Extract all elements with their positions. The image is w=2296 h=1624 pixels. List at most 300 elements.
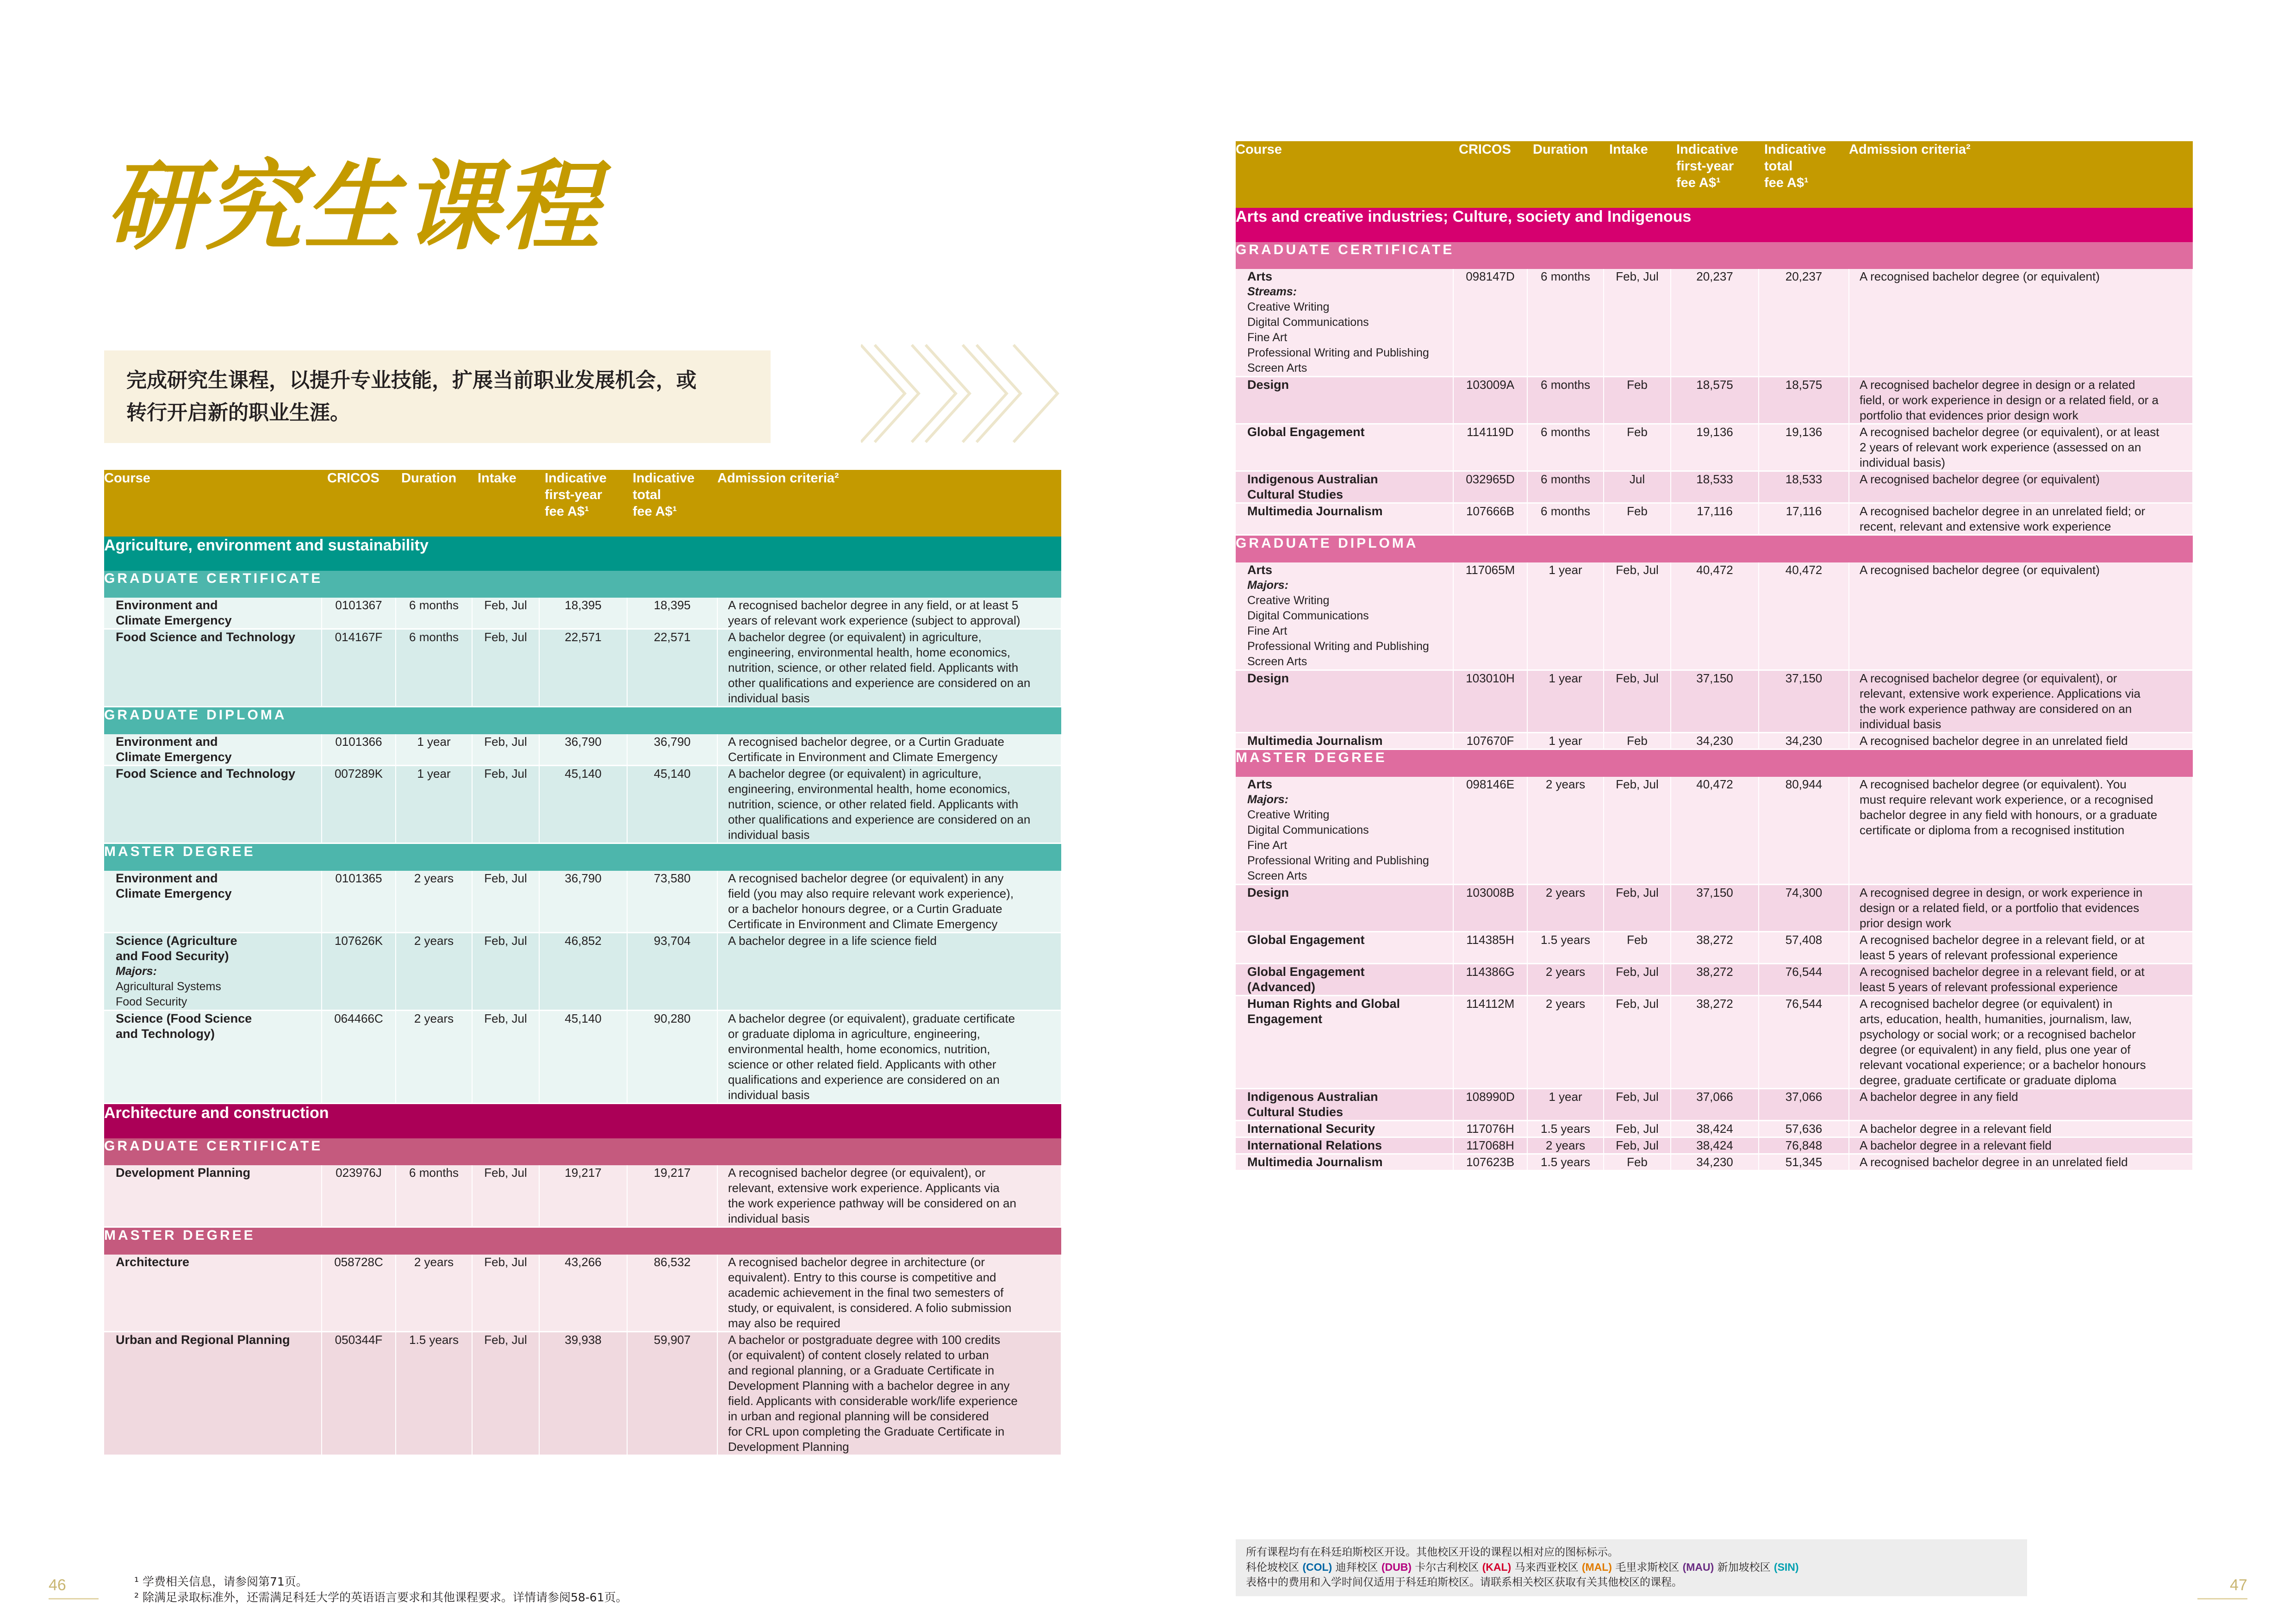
- duration: 1.5 years: [1527, 932, 1604, 964]
- admission-line: relevant vocational experience; or a bachelor honours: [1860, 1058, 2146, 1072]
- course-name: [1236, 424, 1453, 471]
- course-name-line: Food Science and Technology: [116, 630, 296, 644]
- admission-criteria: [717, 598, 1061, 629]
- admission-criteria: [717, 1165, 1061, 1227]
- course-name: [1236, 269, 1453, 377]
- course-name: [104, 598, 322, 629]
- course-name-line: Design: [1247, 671, 1289, 685]
- section-rasp: [104, 1104, 1061, 1455]
- intake: Feb, Jul: [472, 1332, 539, 1455]
- cricos-code: 0101365: [322, 871, 396, 933]
- first-year-fee: 34,230: [1671, 733, 1759, 750]
- header-total-fee: [1759, 141, 1849, 208]
- header-total-fee-line: Indicative: [633, 471, 695, 486]
- total-fee: 17,116: [1759, 503, 1849, 535]
- admission-line: individual basis: [728, 691, 810, 705]
- first-year-fee: 37,150: [1671, 670, 1759, 733]
- admission-line: relevant, extensive work experience. Applications via: [1860, 687, 2140, 700]
- header-intake: Intake: [472, 470, 539, 537]
- course-options-label: Streams:: [1247, 285, 1297, 298]
- course-options-label: Majors:: [1247, 579, 1288, 592]
- intake: Feb, Jul: [1604, 562, 1671, 670]
- admission-line: A recognised bachelor degree in a relevant field, or at: [1860, 933, 2145, 947]
- admission-line: A recognised bachelor degree, or a Curtin Graduate: [728, 735, 1004, 749]
- chevron-decoration-icon: [861, 340, 1064, 447]
- course-name: [1236, 996, 1453, 1089]
- intake: Feb, Jul: [1604, 964, 1671, 996]
- header-first-year-fee-line: fee A$¹: [1676, 175, 1721, 190]
- header-first-year-fee-line: Indicative: [545, 471, 607, 486]
- header-first-year-fee: [539, 470, 627, 537]
- first-year-fee: 18,575: [1671, 377, 1759, 424]
- admission-line: or a bachelor honours degree, or a Curtin Graduate: [728, 902, 1002, 916]
- course-name: [1236, 377, 1453, 424]
- first-year-fee: 37,066: [1671, 1089, 1759, 1121]
- admission-line: A recognised bachelor degree (or equivalent): [1860, 269, 2100, 283]
- admission-line: for CRL upon completing the Graduate Certificate in: [728, 1424, 1005, 1438]
- admission-criteria: [1849, 424, 2193, 471]
- footnote-2: ² 除满足录取标准外，还需满足科廷大学的英语语言要求和其他课程要求。详情请参阅58-61页。: [134, 1591, 628, 1604]
- header-total-fee-line: fee A$¹: [633, 504, 677, 519]
- admission-line: A bachelor degree in a relevant field: [1860, 1138, 2052, 1152]
- intake: Feb, Jul: [472, 766, 539, 843]
- total-fee: 76,544: [1759, 996, 1849, 1089]
- course-name-line: Global Engagement: [1247, 933, 1365, 947]
- admission-line: portfolio that evidences prior design work: [1860, 408, 2078, 422]
- course-name-line: Global Engagement: [1247, 965, 1365, 979]
- section-title: Architecture and construction: [104, 1104, 1061, 1139]
- intake: Feb, Jul: [1604, 269, 1671, 377]
- total-fee: 80,944: [1759, 777, 1849, 885]
- cricos-code: 108990D: [1453, 1089, 1527, 1121]
- course-name-line: Design: [1247, 886, 1289, 899]
- course-name-line: Climate Emergency: [116, 887, 232, 900]
- award-type: GRADUATE CERTIFICATE: [104, 1138, 1061, 1165]
- course-name-line: Multimedia Journalism: [1247, 1155, 1383, 1169]
- course-option: Food Security: [116, 995, 187, 1008]
- admission-criteria: [1849, 503, 2193, 535]
- course-name: [1236, 733, 1453, 750]
- course-row: [1236, 964, 2193, 996]
- total-fee: 74,300: [1759, 885, 1849, 932]
- duration: 2 years: [396, 1011, 472, 1104]
- total-fee: 18,533: [1759, 471, 1849, 503]
- intake: Feb, Jul: [1604, 996, 1671, 1089]
- course-name-line: Food Science and Technology: [116, 767, 296, 781]
- course-row: [1236, 1121, 2193, 1137]
- total-fee: 18,395: [627, 598, 717, 629]
- total-fee: 51,345: [1759, 1154, 1849, 1171]
- admission-line: Certificate in Environment and Climate Emergency: [728, 750, 998, 764]
- cricos-code: 117076H: [1453, 1121, 1527, 1137]
- course-name: [104, 871, 322, 933]
- first-year-fee: 46,852: [539, 933, 627, 1011]
- intake: Feb, Jul: [472, 1165, 539, 1227]
- course-options-label: Majors:: [1247, 793, 1288, 806]
- first-year-fee: 45,140: [539, 766, 627, 843]
- header-total-fee-line: total: [1764, 159, 1793, 174]
- admission-line: A recognised bachelor degree (or equivalent) in any: [728, 871, 1004, 885]
- course-name: [104, 734, 322, 766]
- course-name: [1236, 1154, 1453, 1171]
- admission-criteria: [1849, 269, 2193, 377]
- duration: 1.5 years: [396, 1332, 472, 1455]
- admission-line: field (you may also require relevant work experience),: [728, 887, 1014, 900]
- duration: 1.5 years: [1527, 1154, 1604, 1171]
- award-type: MASTER DEGREE: [104, 1227, 1061, 1255]
- intake: Feb, Jul: [1604, 1137, 1671, 1154]
- first-year-fee: 38,272: [1671, 996, 1759, 1089]
- first-year-fee: 38,272: [1671, 964, 1759, 996]
- course-row: [1236, 1089, 2193, 1121]
- duration: 2 years: [1527, 885, 1604, 932]
- first-year-fee: 19,136: [1671, 424, 1759, 471]
- admission-line: certificate or diploma from a recognised institution: [1860, 823, 2125, 837]
- admission-criteria: [1849, 562, 2193, 670]
- section-row: [1236, 208, 2193, 242]
- first-year-fee: 45,140: [539, 1011, 627, 1104]
- award-type: GRADUATE DIPLOMA: [104, 707, 1061, 735]
- duration: 2 years: [1527, 996, 1604, 1089]
- first-year-fee: 40,472: [1671, 562, 1759, 670]
- campus-name: 新加坡校区: [1717, 1562, 1771, 1574]
- first-year-fee: 18,395: [539, 598, 627, 629]
- intake: Feb: [1604, 377, 1671, 424]
- award-type: GRADUATE DIPLOMA: [1236, 535, 2193, 563]
- course-row: [104, 598, 1061, 629]
- total-fee: 90,280: [627, 1011, 717, 1104]
- course-name-line: Indigenous Australian: [1247, 1090, 1378, 1104]
- admission-line: field. Applicants with considerable work/life experience: [728, 1394, 1018, 1408]
- course-name: [104, 933, 322, 1011]
- header-first-year-fee-line: first-year: [545, 487, 603, 502]
- admission-line: A recognised bachelor degree (or equivalent), or at least: [1860, 425, 2159, 439]
- first-year-fee: 40,472: [1671, 777, 1759, 885]
- first-year-fee: 20,237: [1671, 269, 1759, 377]
- admission-criteria: [1849, 1137, 2193, 1154]
- first-year-fee: 18,533: [1671, 471, 1759, 503]
- first-year-fee: 38,424: [1671, 1121, 1759, 1137]
- cricos-code: 064466C: [322, 1011, 396, 1104]
- admission-line: A recognised bachelor degree (or equivalent). You: [1860, 777, 2127, 791]
- course-row: [104, 871, 1061, 933]
- cricos-code: 023976J: [322, 1165, 396, 1227]
- course-name: [1236, 471, 1453, 503]
- admission-line: science or other related field. Applicants with other: [728, 1057, 996, 1071]
- admission-line: recent, relevant and extensive work experience: [1860, 519, 2111, 533]
- duration: 2 years: [1527, 777, 1604, 885]
- cricos-code: 032965D: [1453, 471, 1527, 503]
- table-header: [1236, 141, 2193, 208]
- cricos-code: 117068H: [1453, 1137, 1527, 1154]
- duration: 2 years: [396, 933, 472, 1011]
- header-total-fee-line: fee A$¹: [1764, 175, 1809, 190]
- campus-note-line-1: 所有课程均有在科廷珀斯校区开设。其他校区开设的课程以相对应的图标标示。: [1246, 1546, 1618, 1558]
- header-course: Course: [104, 470, 322, 537]
- course-row: [1236, 424, 2193, 471]
- campus-note: [1236, 1539, 2027, 1596]
- course-row: [1236, 377, 2193, 424]
- admission-line: A recognised bachelor degree in design or a related: [1860, 378, 2135, 392]
- total-fee: 57,408: [1759, 932, 1849, 964]
- page-number-left: 46: [49, 1576, 66, 1594]
- course-name-line: and Technology): [116, 1027, 215, 1041]
- admission-criteria: [717, 933, 1061, 1011]
- admission-line: A bachelor degree (or equivalent) in agriculture,: [728, 630, 982, 644]
- admission-line: A recognised bachelor degree in an unrelated field: [1860, 1155, 2128, 1169]
- admission-line: A recognised bachelor degree in a relevant field, or at: [1860, 965, 2145, 979]
- course-name: [104, 1255, 322, 1332]
- cricos-code: 107623B: [1453, 1154, 1527, 1171]
- course-option: Creative Writing: [1247, 594, 1330, 607]
- course-name: [1236, 777, 1453, 885]
- intake: Feb, Jul: [1604, 1121, 1671, 1137]
- course-row: [1236, 777, 2193, 885]
- cricos-code: 107666B: [1453, 503, 1527, 535]
- admission-line: A recognised bachelor degree (or equivalent): [1860, 563, 2100, 577]
- total-fee: 45,140: [627, 766, 717, 843]
- award-type-row: [104, 707, 1061, 735]
- duration: 1 year: [396, 766, 472, 843]
- admission-line: degree, graduate certificate or graduate diploma: [1860, 1073, 2117, 1087]
- first-year-fee: 43,266: [539, 1255, 627, 1332]
- cricos-code: 014167F: [322, 629, 396, 707]
- admission-line: least 5 years of relevant professional experience: [1860, 948, 2118, 962]
- total-fee: 57,636: [1759, 1121, 1849, 1137]
- cricos-code: 103008B: [1453, 885, 1527, 932]
- course-option: Fine Art: [1247, 839, 1288, 852]
- admission-line: A recognised bachelor degree in an unrelated field; or: [1860, 504, 2146, 518]
- course-row: [104, 1332, 1061, 1455]
- total-fee: 34,230: [1759, 733, 1849, 750]
- admission-line: environmental health, home economics, nutrition,: [728, 1042, 990, 1056]
- intake: Feb: [1604, 503, 1671, 535]
- admission-criteria: [1849, 377, 2193, 424]
- total-fee: 86,532: [627, 1255, 717, 1332]
- campus-code: (DUB): [1381, 1561, 1412, 1573]
- admission-line: A bachelor degree in any field: [1860, 1090, 2018, 1104]
- total-fee: 37,066: [1759, 1089, 1849, 1121]
- header-intake: Intake: [1604, 141, 1671, 208]
- course-name: [104, 1011, 322, 1104]
- admission-line: field, or work experience in design or a related field, or a: [1860, 393, 2159, 407]
- course-name-line: Design: [1247, 378, 1289, 392]
- award-type: GRADUATE CERTIFICATE: [1236, 242, 2193, 269]
- admission-line: Development Planning: [728, 1440, 849, 1454]
- cricos-code: 117065M: [1453, 562, 1527, 670]
- admission-line: relevant, extensive work experience. Applicants via: [728, 1181, 1000, 1195]
- total-fee: 59,907: [627, 1332, 717, 1455]
- page-rule-right: [2197, 1598, 2247, 1599]
- duration: 6 months: [1527, 377, 1604, 424]
- admission-line: prior design work: [1860, 916, 1951, 930]
- section-row: [104, 1104, 1061, 1139]
- intake: Feb: [1604, 424, 1671, 471]
- admission-criteria: [717, 1255, 1061, 1332]
- intake: Feb: [1604, 932, 1671, 964]
- admission-criteria: [1849, 1089, 2193, 1121]
- course-row: [1236, 885, 2193, 932]
- award-type: MASTER DEGREE: [1236, 750, 2193, 777]
- cricos-code: 114119D: [1453, 424, 1527, 471]
- cricos-code: 050344F: [322, 1332, 396, 1455]
- duration: 6 months: [396, 1165, 472, 1227]
- duration: 6 months: [1527, 471, 1604, 503]
- admission-line: A bachelor degree in a relevant field: [1860, 1122, 2052, 1136]
- intake: Feb, Jul: [472, 871, 539, 933]
- course-row: [104, 734, 1061, 766]
- first-year-fee: 19,217: [539, 1165, 627, 1227]
- course-name: [1236, 1089, 1453, 1121]
- course-options-label: Majors:: [116, 965, 157, 978]
- intake: Feb, Jul: [1604, 1089, 1671, 1121]
- admission-line: equivalent). Entry to this course is competitive and: [728, 1270, 996, 1284]
- intake: Feb: [1604, 733, 1671, 750]
- intake: Feb, Jul: [472, 598, 539, 629]
- course-name-line: Environment and: [116, 735, 218, 749]
- admission-line: qualifications and experience are considered on an: [728, 1073, 1000, 1087]
- award-type-row: [104, 571, 1061, 598]
- campus-note-line-3: 表格中的费用和入学时间仅适用于科廷珀斯校区。请联系相关校区获取有关其他校区的课程。: [1246, 1576, 1682, 1588]
- total-fee: 18,575: [1759, 377, 1849, 424]
- admission-line: and regional planning, or a Graduate Certificate in: [728, 1363, 995, 1377]
- total-fee: 37,150: [1759, 670, 1849, 733]
- cricos-code: 058728C: [322, 1255, 396, 1332]
- admission-line: arts, education, health, humanities, journalism, law,: [1860, 1012, 2132, 1026]
- award-type-row: [104, 1138, 1061, 1165]
- award-type-row: [1236, 535, 2193, 563]
- admission-line: engineering, environmental health, home economics,: [728, 645, 1010, 659]
- course-name-line: Urban and Regional Planning: [116, 1333, 290, 1347]
- course-name-line: Science (Agriculture: [116, 934, 237, 948]
- header-cricos: CRICOS: [1453, 141, 1527, 208]
- course-name: [1236, 885, 1453, 932]
- header-duration: Duration: [1527, 141, 1604, 208]
- section-title: Agriculture, environment and sustainability: [104, 537, 1061, 571]
- header-total-fee-line: Indicative: [1764, 142, 1826, 157]
- course-row: [1236, 1154, 2193, 1171]
- cricos-code: 114386G: [1453, 964, 1527, 996]
- cricos-code: 0101366: [322, 734, 396, 766]
- course-row: [1236, 269, 2193, 377]
- footnote-1: ¹ 学费相关信息，请参阅第71页。: [134, 1575, 308, 1588]
- admission-line: the work experience pathway are considered on an: [1860, 702, 2132, 716]
- admission-criteria: [717, 871, 1061, 933]
- course-name-line: Engagement: [1247, 1012, 1323, 1026]
- admission-criteria: [1849, 1154, 2193, 1171]
- course-name-line: Arts: [1247, 777, 1273, 791]
- course-name-line: Science (Food Science: [116, 1012, 252, 1025]
- duration: 1 year: [1527, 1089, 1604, 1121]
- total-fee: 73,580: [627, 871, 717, 933]
- course-name: [104, 1165, 322, 1227]
- header-first-year-fee-line: first-year: [1676, 159, 1734, 174]
- admission-line: Development Planning with a bachelor degree in any: [728, 1379, 1010, 1393]
- campus-legend: [1246, 1560, 2017, 1575]
- course-option: Creative Writing: [1247, 808, 1330, 821]
- intro-line-2: 转行开启新的职业生涯。: [126, 401, 350, 425]
- course-row: [104, 629, 1061, 707]
- course-name-line: Climate Emergency: [116, 750, 232, 764]
- course-name: [1236, 670, 1453, 733]
- first-year-fee: 34,230: [1671, 1154, 1759, 1171]
- duration: 6 months: [1527, 269, 1604, 377]
- course-name: [1236, 964, 1453, 996]
- course-name-line: International Security: [1247, 1122, 1375, 1136]
- admission-line: in urban and regional planning will be considered: [728, 1409, 989, 1423]
- course-row: [1236, 932, 2193, 964]
- duration: 1 year: [1527, 670, 1604, 733]
- admission-line: individual basis: [728, 1088, 810, 1102]
- admission-line: psychology or social work; or a recognised bachelor: [1860, 1027, 2136, 1041]
- course-name: [1236, 503, 1453, 535]
- intake: Jul: [1604, 471, 1671, 503]
- admission-line: other qualifications and experience are considered on an: [728, 676, 1031, 690]
- intake: Feb, Jul: [1604, 885, 1671, 932]
- course-name: [1236, 562, 1453, 670]
- course-name: [1236, 932, 1453, 964]
- course-option: Professional Writing and Publishing: [1247, 640, 1429, 653]
- intake: Feb, Jul: [472, 734, 539, 766]
- total-fee: 93,704: [627, 933, 717, 1011]
- page-title: 研究生课程: [106, 150, 601, 263]
- duration: 1 year: [396, 734, 472, 766]
- course-option: Screen Arts: [1247, 362, 1307, 375]
- course-row: [1236, 996, 2193, 1089]
- course-name-line: Global Engagement: [1247, 425, 1365, 439]
- course-option: Agricultural Systems: [116, 980, 221, 993]
- intake: Feb: [1604, 1154, 1671, 1171]
- page-number-right: 47: [2230, 1576, 2247, 1594]
- first-year-fee: 37,150: [1671, 885, 1759, 932]
- admission-criteria: [717, 766, 1061, 843]
- admission-line: individual basis: [1860, 717, 1941, 731]
- intake: Feb, Jul: [472, 933, 539, 1011]
- course-row: [104, 766, 1061, 843]
- course-name-line: Arts: [1247, 269, 1273, 283]
- admission-line: nutrition, science, or other related field. Applicants with: [728, 661, 1019, 675]
- right-course-table: [1236, 141, 2193, 1171]
- admission-line: individual basis): [1860, 456, 1945, 469]
- admission-line: A recognised bachelor degree in any field, or at least 5: [728, 598, 1019, 612]
- admission-criteria: [1849, 996, 2193, 1089]
- section-title: Arts and creative industries; Culture, society and Indigenous: [1236, 208, 2193, 242]
- duration: 6 months: [1527, 503, 1604, 535]
- course-name-line: International Relations: [1247, 1138, 1382, 1152]
- cricos-code: 103009A: [1453, 377, 1527, 424]
- header-row: [104, 470, 1061, 537]
- campus-name: 科伦坡校区: [1246, 1562, 1299, 1574]
- course-name: [1236, 1121, 1453, 1137]
- award-type: MASTER DEGREE: [104, 843, 1061, 871]
- admission-line: 2 years of relevant work experience (assessed on an: [1860, 440, 2141, 454]
- course-row: [1236, 503, 2193, 535]
- course-option: Screen Arts: [1247, 869, 1307, 882]
- cricos-code: 098146E: [1453, 777, 1527, 885]
- admission-line: bachelor degree in any field with honours, or a graduate: [1860, 808, 2158, 822]
- admission-criteria: [1849, 471, 2193, 503]
- award-type-row: [104, 1227, 1061, 1255]
- admission-line: (or equivalent) of content closely related to urban: [728, 1348, 989, 1362]
- duration: 6 months: [1527, 424, 1604, 471]
- course-name-line: Environment and: [116, 598, 218, 612]
- total-fee: 19,217: [627, 1165, 717, 1227]
- total-fee: 19,136: [1759, 424, 1849, 471]
- cricos-code: 107626K: [322, 933, 396, 1011]
- admission-line: A bachelor degree (or equivalent) in agriculture,: [728, 767, 982, 781]
- course-name-line: Multimedia Journalism: [1247, 504, 1383, 518]
- admission-line: individual basis: [728, 828, 810, 842]
